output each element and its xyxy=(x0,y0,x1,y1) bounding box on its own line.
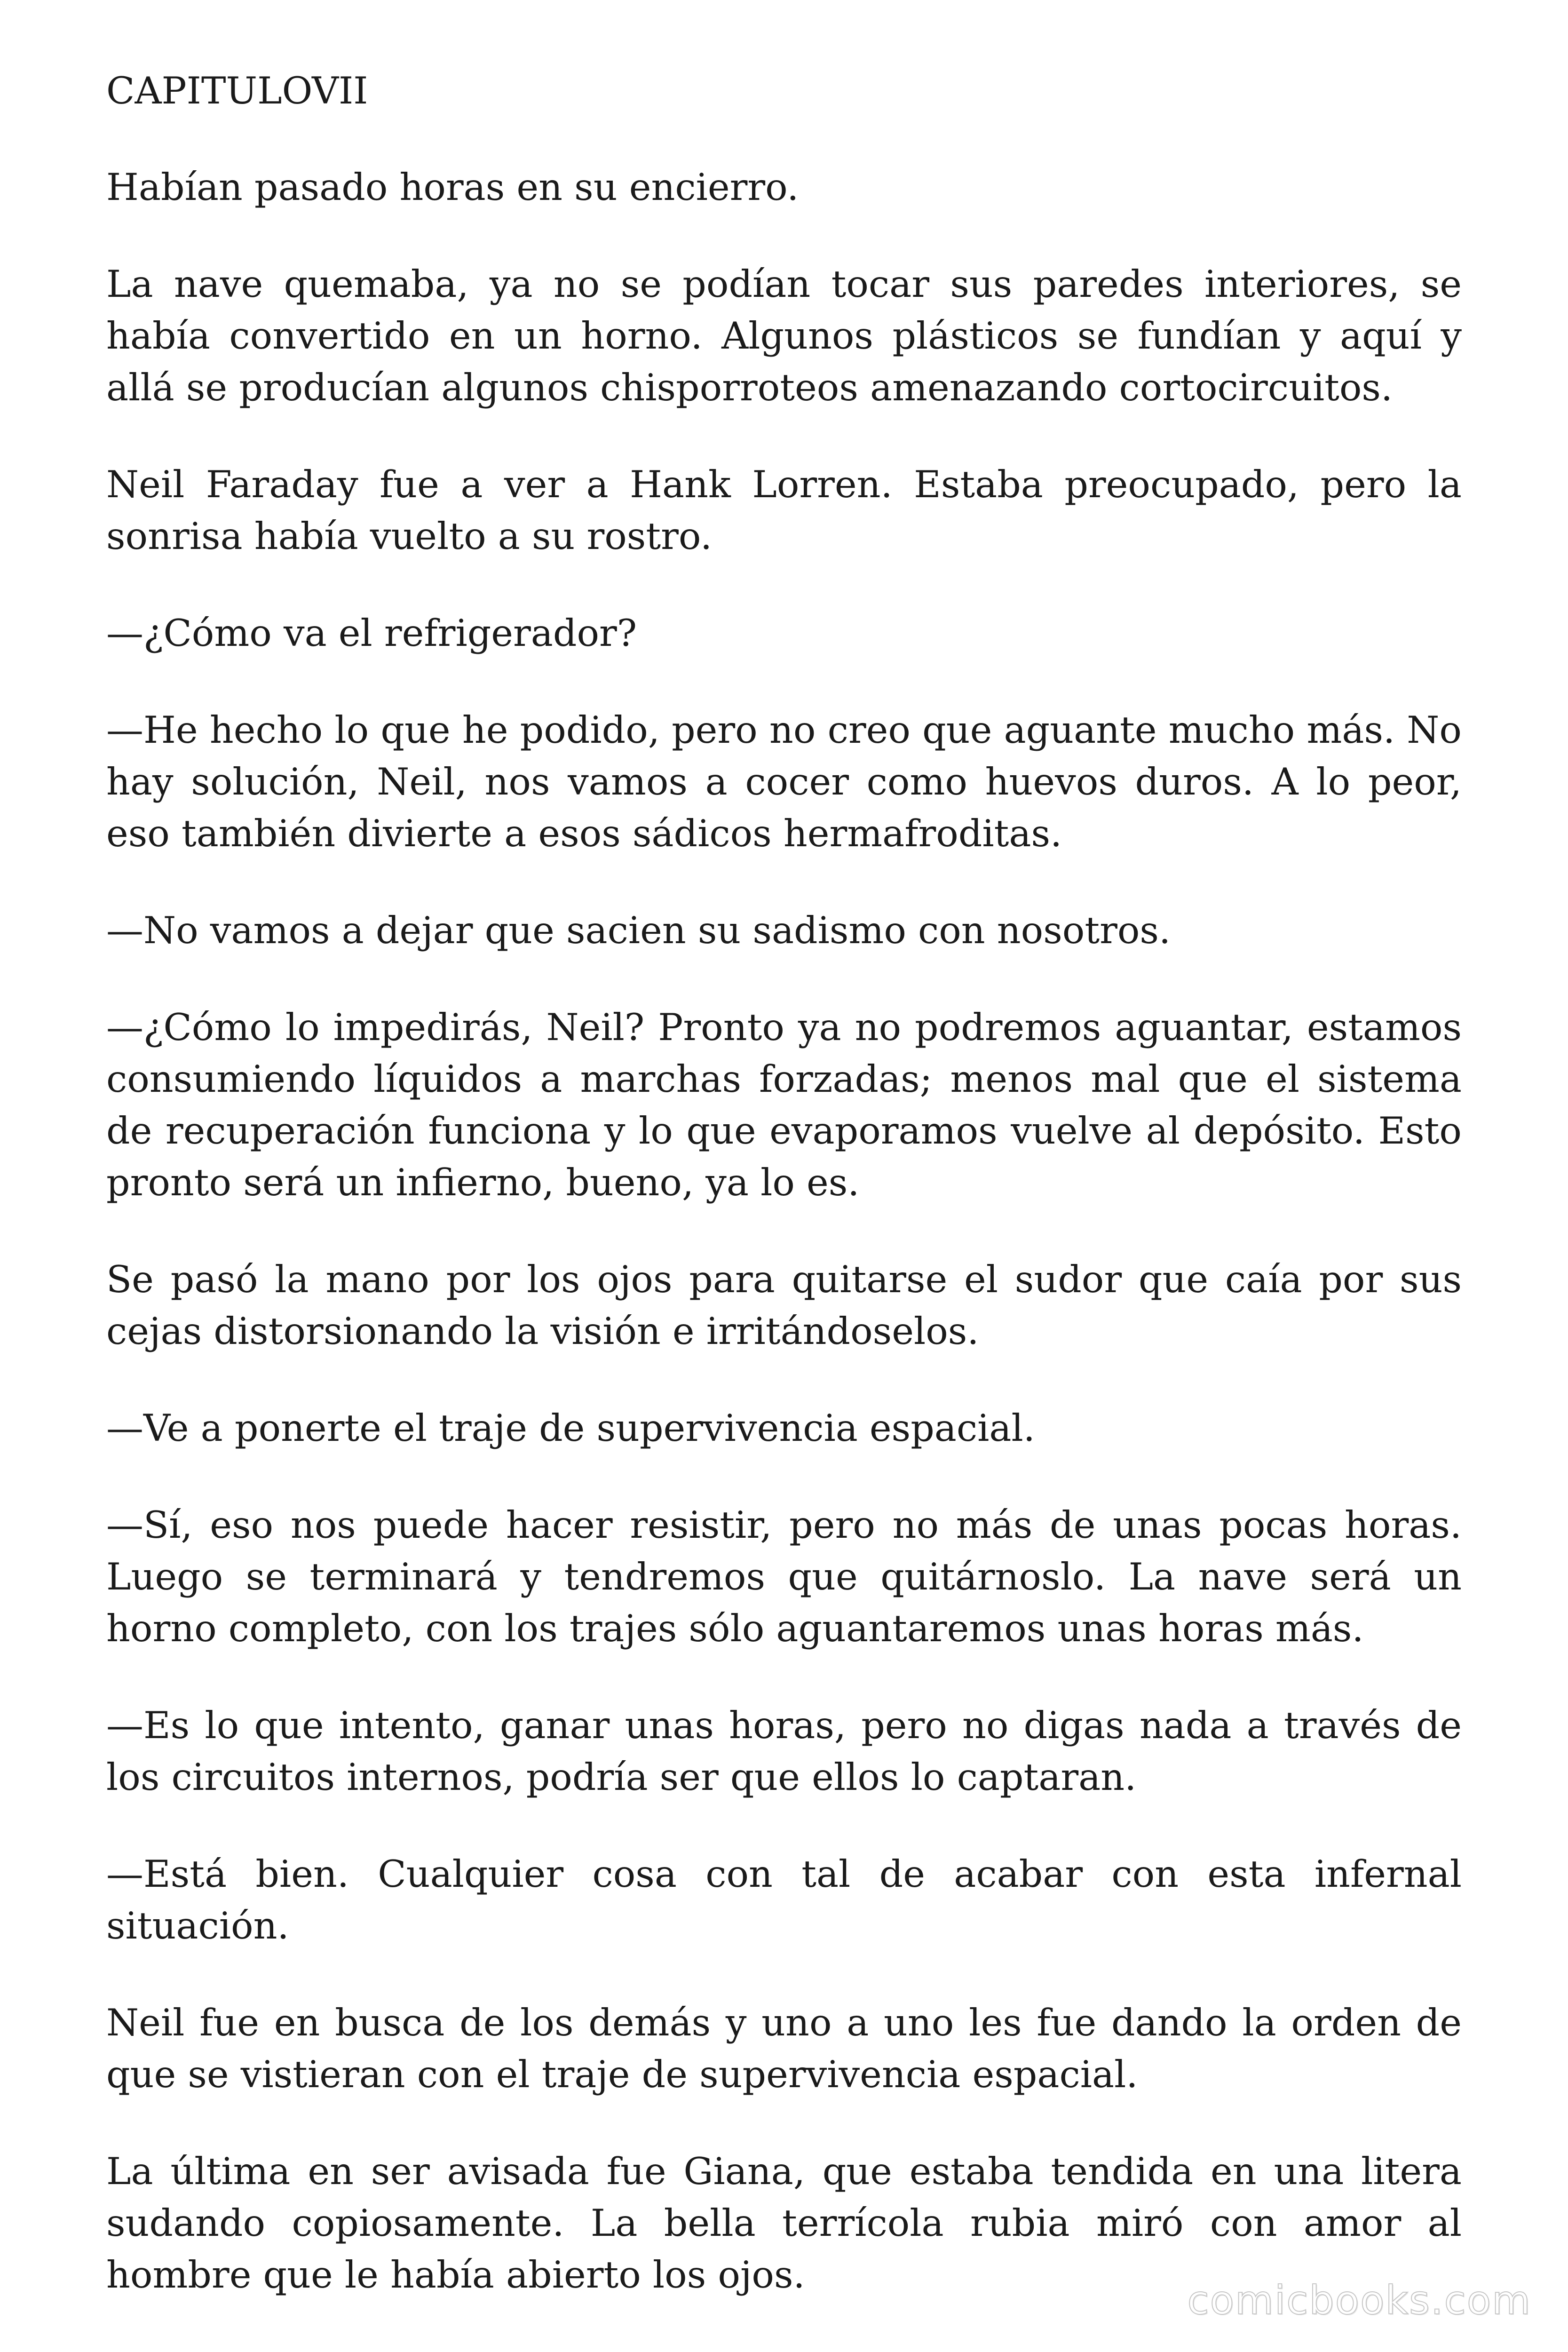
paragraph: Habían pasado horas en su encierro. xyxy=(106,166,799,209)
paragraph: Se pasó la mano por los ojos para quitarse el sudor que caía por sus cejas distorsionando la visión e irritándoselos. xyxy=(106,1258,1462,1353)
paragraph: —Ve a ponerte el traje de supervivencia espacial. xyxy=(106,1406,1035,1450)
paragraph: —¿Cómo lo impedirás, Neil? Pronto ya no podremos aguantar, estamos consumiendo líquidos a marchas forzadas; menos mal que el sistema de recuperación funciona y lo que evaporamos vuelve al depósito. Esto pronto será un infierno, bueno, ya lo es. xyxy=(106,1006,1462,1204)
paragraph: —Sí, eso nos puede hacer resistir, pero no más de unas pocas horas. Luego se terminará y tendremos que quitárnoslo. La nave será un horno completo, con los trajes sólo aguantaremos unas horas más. xyxy=(106,1503,1462,1650)
paragraph: Neil Faraday fue a ver a Hank Lorren. Estaba preocupado, pero la sonrisa había vuelto a su rostro. xyxy=(106,463,1462,558)
paragraph: La última en ser avisada fue Giana, que estaba tendida en una litera sudando copiosamente. La bella terrícola rubia miró con amor al hombre que le había abierto los ojos. xyxy=(106,2150,1462,2296)
paragraph: —He hecho lo que he podido, pero no creo que aguante mucho más. No hay solución, Neil, nos vamos a cocer como huevos duros. A lo peor, eso también divierte a esos sádicos hermafroditas. xyxy=(106,708,1462,855)
paragraph: —¿Cómo va el refrigerador? xyxy=(106,612,637,655)
chapter-title: CAPITULOVII xyxy=(106,69,368,112)
paragraph: —Está bien. Cualquier cosa con tal de acabar con esta infernal situación. xyxy=(106,1852,1462,1947)
watermark: comicbooks.com xyxy=(1187,2277,1531,2323)
paragraph: Neil fue en busca de los demás y uno a uno les fue dando la orden de que se vistieran con el traje de supervivencia espacial. xyxy=(106,2001,1462,2096)
paragraph: —No vamos a dejar que sacien su sadismo con nosotros. xyxy=(106,909,1171,952)
paragraph: —Es lo que intento, ganar unas horas, pero no digas nada a través de los circuitos internos, podría ser que ellos lo captaran. xyxy=(106,1704,1462,1799)
text-column xyxy=(106,65,1462,2346)
paragraph: La nave quemaba, ya no se podían tocar sus paredes interiores, se había convertido en un horno. Algunos plásticos se fundían y aquí y allá se producían algunos chisporroteos amenazando cortocircuitos. xyxy=(106,262,1462,409)
